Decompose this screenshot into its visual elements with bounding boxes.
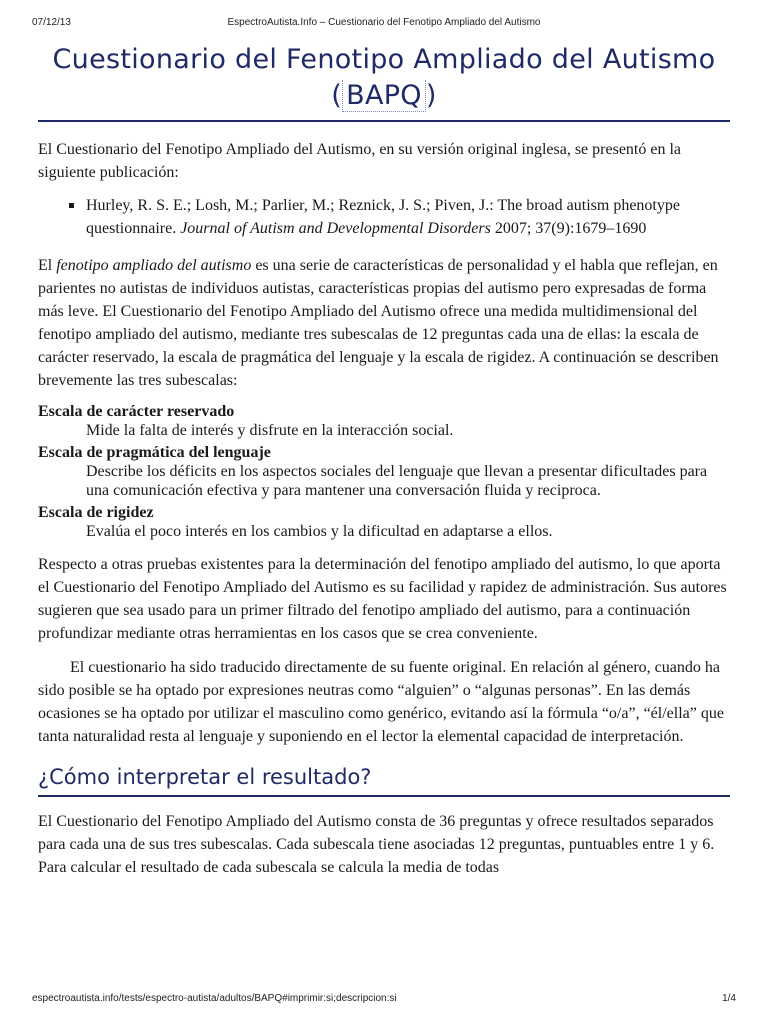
print-url: espectroautista.info/tests/espectro-autista/adultos/BAPQ#imprimir:si;descripcion:si [32,993,397,1004]
abbreviation-bapq[interactable]: BAPQ [342,80,426,112]
definition-term: fenotipo ampliado del autismo [56,257,252,274]
print-page-title: EspectroAutista.Info – Cuestionario del Fenotipo Ampliado del Autismo [227,17,541,28]
print-footer [32,993,736,1007]
reference-journal: Journal of Autism and Developmental Disorders [180,220,491,237]
print-date: 07/12/13 [32,17,71,28]
intro-paragraph: El Cuestionario del Fenotipo Ampliado del Autismo, en su versión original inglesa, se presentó en la siguiente publicación: [38,141,682,181]
scale-name-reserved: Escala de carácter reservado [38,403,235,420]
scale-description-pragmatics: Describe los déficits en los aspectos sociales del lenguaje que llevan a presentar dificultades para una comunicación efectiva y para mantener una conversación fluida y reciproca. [86,463,708,499]
scale-name-pragmatics: Escala de pragmática del lenguaje [38,444,271,461]
definition-text: es una serie de características de personalidad y el habla que reflejan, en parientes no autistas de individuos autistas, características propias del autismo pero expresadas de forma más leve. El Cuestionario del Fenotipo Ampliado del Autismo ofrece una medida multidimensional del fenotipo ampliado del autismo, mediante tres subescalas de 12 preguntas cada una de ellas: la escala de carácter reservado, la escala de pragmática del lenguaje y la escala de rigidez. A continuación se describen brevemente las tres subescalas: [38,257,719,389]
title-line-2 [38,78,730,114]
reference-details: 2007; 37(9):1679–1690 [490,220,647,237]
subscale-list [38,402,730,541]
reference-authors: Hurley, R. S. E.; Losh, M.; Parlier, M.; Reznick, J. S.; Piven, J.: The broad autism phenotype questionnaire. [86,197,680,237]
document-content [38,36,730,879]
definition-paragraph [38,254,730,392]
scale-name-rigidity: Escala de rigidez [38,504,154,521]
section-heading-interpret: ¿Cómo interpretar el resultado? [38,763,730,797]
reference-list [38,194,730,240]
title-open-paren: ( [331,80,343,111]
scale-description-reserved: Mide la falta de interés y disfrute en la interacción social. [86,422,454,439]
scale-description-rigidity: Evalúa el poco interés en los cambios y la dificultad en adaptarse a ellos. [86,523,553,540]
reference-item [86,194,730,240]
title-close-paren: ) [425,80,437,111]
title-line-1: Cuestionario del Fenotipo Ampliado del Autismo [52,44,716,75]
scoring-paragraph: El Cuestionario del Fenotipo Ampliado del Autismo consta de 36 preguntas y ofrece resultados separados para cada una de sus tres subescalas. Cada subescala tiene asociadas 12 preguntas, puntuables entre 1 y 6. Para calcular el resultado de cada subescala se calcula la media de todas [38,813,715,876]
comparison-paragraph: Respecto a otras pruebas existentes para la determinación del fenotipo ampliado del autismo, lo que aporta el Cuestionario del Fenotipo Ampliado del Autismo es su facilidad y rapidez de administración. Sus autores sugieren que sea usado para un primer filtrado del fenotipo ampliado del autismo, para a continuación profundizar mediante otras herramientas en los casos que se crea conveniente. [38,556,727,642]
print-header [32,17,736,31]
print-page-number: 1/4 [722,993,736,1004]
translation-paragraph: El cuestionario ha sido traducido directamente de su fuente original. En relación al género, cuando ha sido posible se ha optado por expresiones neutras como “alguien” o “algunas personas”. En las demás ocasiones se ha optado por utilizar el masculino como genérico, evitando así la fórmula “o/a”, “él/ella” que tanta naturalidad resta al lenguaje y suponiendo en el lector la elemental capacidad de interpretación. [38,659,724,745]
definition-lead: El [38,257,57,274]
page-title [38,42,730,122]
